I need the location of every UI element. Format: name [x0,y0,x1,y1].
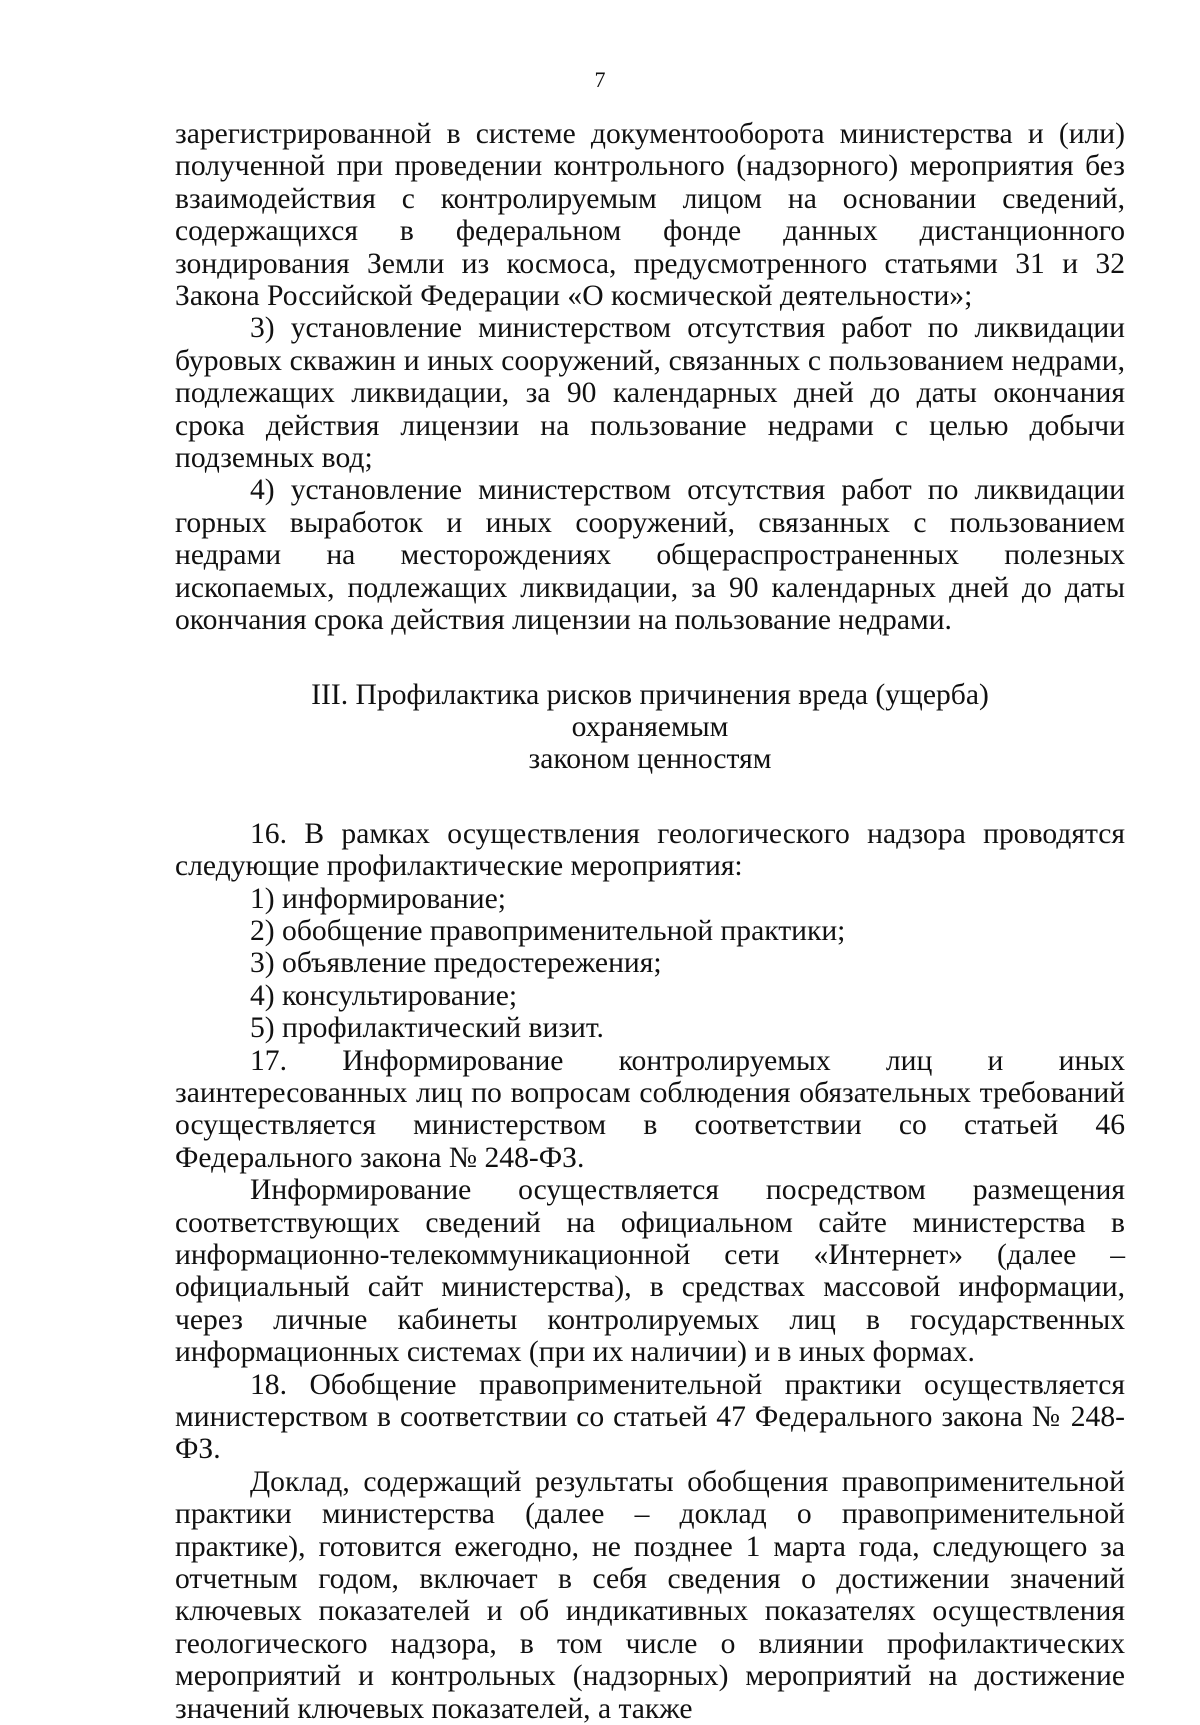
list-item: 2) обобщение правоприменительной практики; [250,914,846,947]
paragraph-report: Доклад, содержащий результаты обобщения правоприменительной практики министерства (далее – доклад о правоприменительной практике), готовится ежегодно, не позднее 1 марта года, следующего за отчетным годом, включает в себя сведения о достижении значений ключевых показателей и об индикативных показателях осуществления геологического надзора, в том числе о влиянии профилактических мероприятий и контрольных (надзорных) мероприятий на достижение значений ключевых показателей, а также [175,1465,1125,1725]
paragraph-informing: Информирование осуществляется посредством размещения соответствующих сведений на официальном сайте министерства в информационно-телекоммуникационной сети «Интернет» (далее – официальный сайт министерства), в средствах массовой информации, через личные кабинеты контролируемых лиц в государственных информационных системах (при их наличии) и в иных формах. [175,1174,1125,1369]
paragraph-16: 16. В рамках осуществления геологического надзора проводятся следующие профилактические мероприятия: [175,817,1125,883]
paragraph-17: 17. Информирование контролируемых лиц и иных заинтересованных лиц по вопросам соблюдения обязательных требований осуществляется министерством в соответствии со статьей 46 Федерального закона № 248-ФЗ. [175,1044,1125,1174]
list-item: 4) консультирование; [250,979,518,1012]
paragraph-18: 18. Обобщение правоприменительной практики осуществляется министерством в соответствии со статьей 47 Федерального закона № 248-ФЗ. [175,1368,1125,1466]
paragraph-continuation: зарегистрированной в системе документооборота министерства и (или) полученной при проведении контрольного (надзорного) мероприятия без взаимодействия с контролируемым лицом на основании сведений, содержащихся в федеральном фонде данных дистанционного зондирования Земли из космоса, предусмотренного статьями 31 и 32 Закона Российской Федерации «О космической деятельности»; [175,118,1125,313]
page-number: 7 [594,67,606,92]
list-item: 3) объявление предостережения; [250,947,662,980]
paragraph-item-4: 4) установление министерством отсутствия работ по ликвидации горных выработок и иных сооружений, связанных с пользованием недрами на месторождениях общераспространенных полезных ископаемых, подлежащих ликвидации, за 90 календарных дней до даты окончания срока действия лицензии на пользование недрами. [175,474,1125,637]
list-item: 5) профилактический визит. [250,1012,604,1045]
section-heading-line-1: III. Профилактика рисков причинения вреда (ущерба) охраняемым [311,678,989,743]
section-heading [255,679,1045,776]
paragraph-item-3: 3) установление министерством отсутствия работ по ликвидации буровых скважин и иных сооружений, связанных с пользованием недрами, подлежащих ликвидации, за 90 календарных дней до даты окончания срока действия лицензии на пользование недрами с целью добычи подземных вод; [175,312,1125,475]
document-body [175,118,1125,1725]
list-item: 1) информирование; [250,882,506,915]
section-heading-line-2: законом ценностям [528,743,772,776]
